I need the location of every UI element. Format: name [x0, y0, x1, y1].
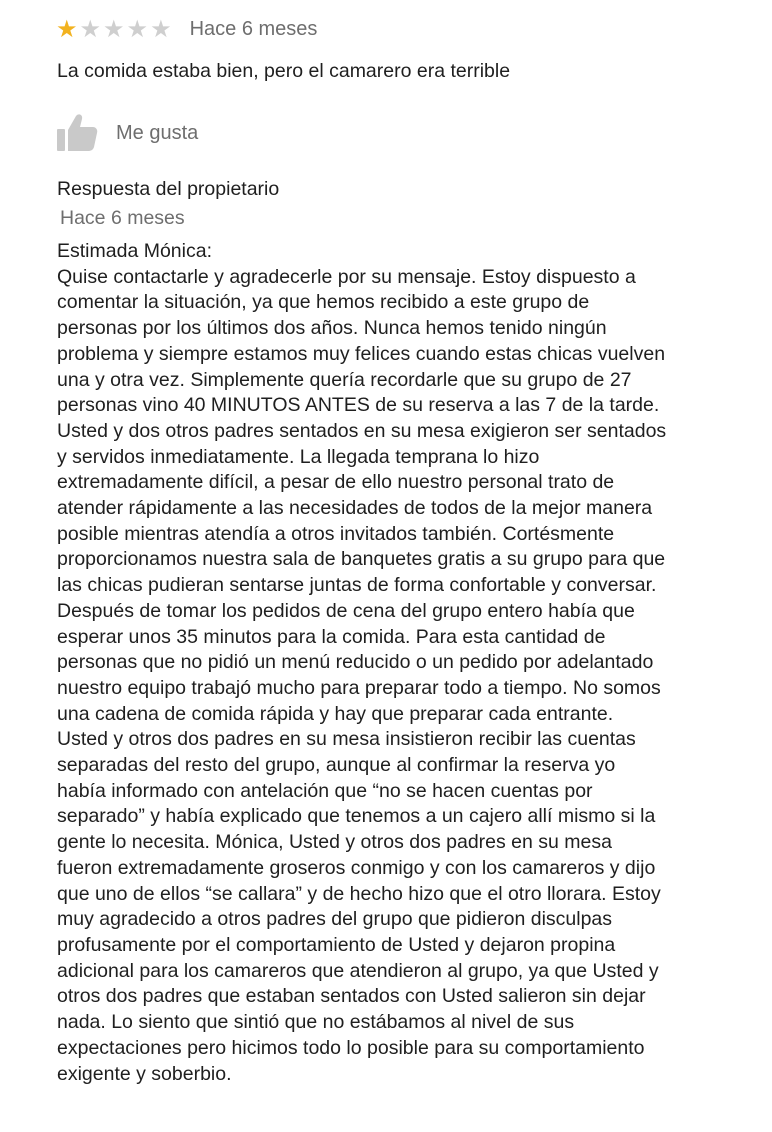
response-line: personas que no pidió un menú reducido o un pedido por adelantado: [57, 651, 654, 674]
response-line: Usted y dos otros padres sentados en su mesa exigieron ser sentados: [57, 419, 667, 442]
like-button[interactable]: [56, 112, 198, 154]
response-line: Después de tomar los pedidos de cena del grupo entero había que: [57, 599, 635, 622]
response-line: había informado con antelación que “no se hacen cuentas por: [57, 779, 593, 802]
response-line: muy agradecido a otros padres del grupo que pidieron disculpas: [57, 908, 613, 931]
owner-response-date: Hace 6 meses: [60, 207, 185, 229]
star-empty-icon: ★: [126, 15, 149, 43]
response-line: y servidos inmediatamente. La llegada temprana lo hizo: [57, 445, 540, 468]
star-empty-icon: ★: [79, 15, 102, 43]
star-filled-icon: ★: [56, 15, 78, 43]
star-rating: [56, 17, 172, 41]
response-line: las chicas pudieran sentarse juntas de forma confortable y conversar.: [57, 574, 657, 597]
response-line: comentar la situación, ya que hemos recibido a este grupo de: [57, 291, 590, 314]
review-text: La comida estaba bien, pero el camarero era terrible: [57, 60, 511, 82]
response-line: atender rápidamente a las necesidades de todos de la mejor manera: [57, 497, 653, 520]
response-greeting: Estimada Mónica:: [57, 240, 212, 262]
response-line: nada. Lo siento que sintió que no estábamos al nivel de sus: [57, 1011, 575, 1034]
owner-response-text: [57, 239, 747, 1087]
response-line: fueron extremadamente groseros conmigo y con los camareros y dijo: [57, 856, 656, 879]
response-line: separado” y había explicado que tenemos a un cajero allí mismo si la: [57, 805, 656, 828]
response-line: nuestro equipo trabajó mucho para preparar todo a tiempo. No somos: [57, 676, 661, 699]
response-line: separadas del resto del grupo, aunque al confirmar la reserva yo: [57, 754, 616, 777]
response-line: extremadamente difícil, a pesar de ello nuestro personal trato de: [57, 471, 615, 494]
response-line: una cadena de comida rápida y hay que preparar cada entrante.: [57, 702, 614, 725]
star-empty-icon: ★: [103, 15, 125, 43]
response-line: proporcionamos nuestra sala de banquetes gratis a su grupo para que: [57, 548, 666, 571]
like-label: Me gusta: [116, 121, 199, 144]
owner-response-title: Respuesta del propietario: [57, 178, 280, 200]
review-header: [56, 14, 317, 44]
thumbs-up-icon: [56, 112, 98, 154]
response-line: esperar unos 35 minutos para la comida. Para esta cantidad de: [57, 625, 606, 648]
review-date: Hace 6 meses: [189, 17, 318, 40]
response-line: exigente y soberbio.: [57, 1062, 232, 1085]
response-line: Usted y otros dos padres en su mesa insistieron recibir las cuentas: [57, 728, 636, 751]
response-line: Quise contactarle y agradecerle por su mensaje. Estoy dispuesto a: [57, 265, 636, 288]
response-line: expectaciones pero hicimos todo lo posible para su comportamiento: [57, 1036, 645, 1059]
response-line: problema y siempre estamos muy felices cuando estas chicas vuelven: [57, 342, 666, 365]
response-line: personas por los últimos dos años. Nunca hemos tenido ningún: [57, 317, 607, 340]
response-line: gente lo necesita. Mónica, Usted y otros dos padres en su mesa: [57, 831, 612, 854]
response-line: posible mientras atendía a otros invitados también. Cortésmente: [57, 522, 615, 545]
response-line: adicional para los camareros que atendieron al grupo, ya que Usted y: [57, 959, 659, 982]
response-line: una y otra vez. Simplemente quería recordarle que su grupo de 27: [57, 368, 632, 391]
star-empty-icon: ★: [150, 15, 172, 43]
response-line: otros dos padres que estaban sentados con Usted salieron sin dejar: [57, 985, 646, 1008]
response-line: profusamente por el comportamiento de Usted y dejaron propina: [57, 933, 616, 956]
response-line: que uno de ellos “se callara” y de hecho hizo que el otro llorara. Estoy: [57, 882, 661, 905]
response-line: personas vino 40 MINUTOS ANTES de su reserva a las 7 de la tarde.: [57, 394, 660, 417]
